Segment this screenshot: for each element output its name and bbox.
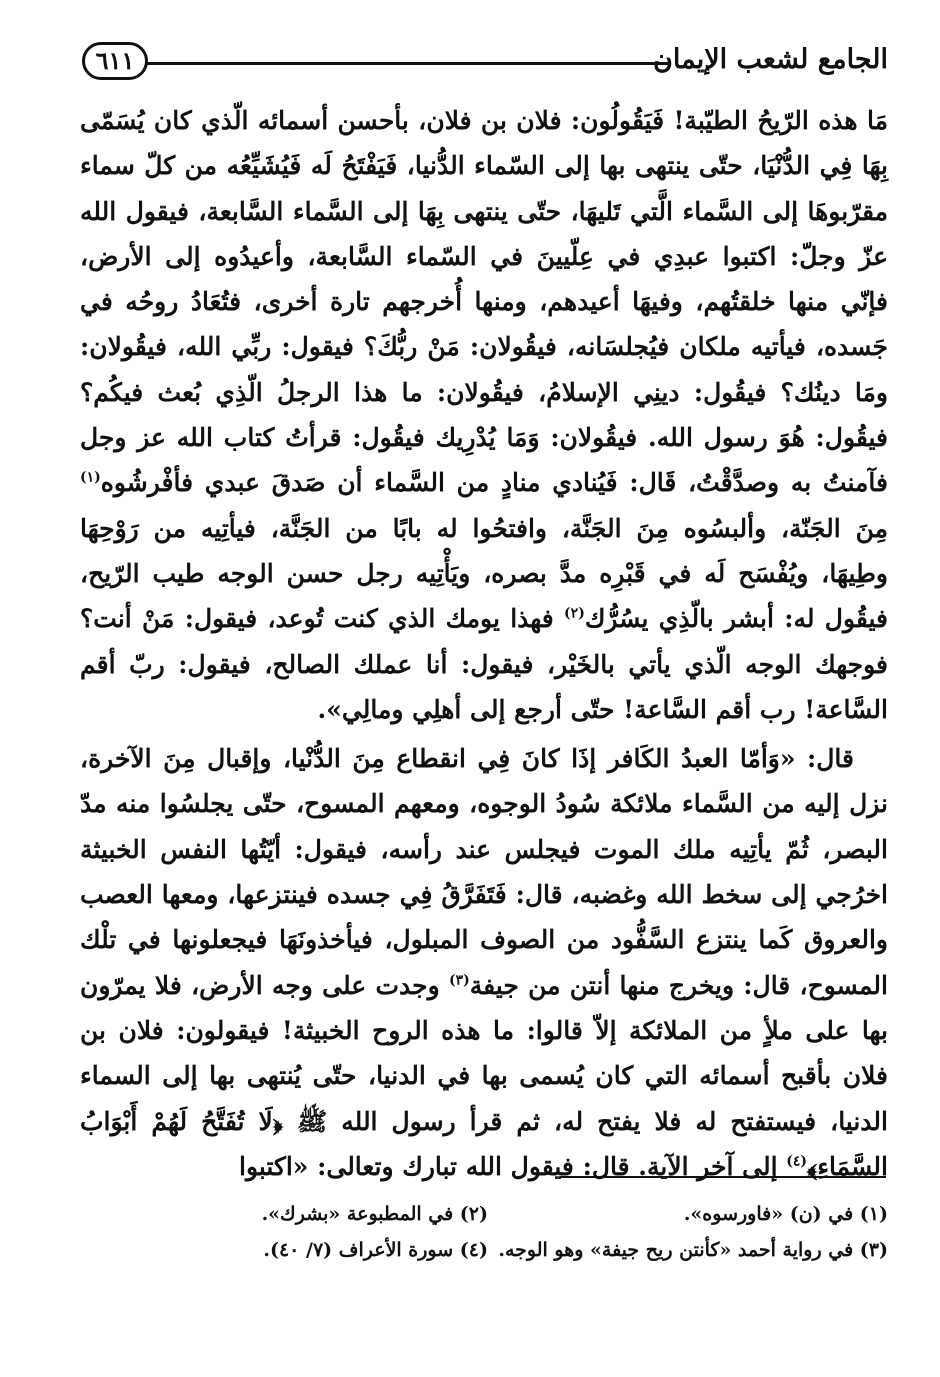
paragraph-2 <box>80 736 888 1189</box>
footnote-4: (٤) سورة الأعراف (٧/ ٤٠). <box>263 1239 488 1261</box>
main-text <box>80 98 888 1189</box>
footnote-1: (١) في (ن) «فاورسوه». <box>683 1203 888 1225</box>
book-title: الجامع لشعب الإيمان <box>653 44 888 75</box>
footnote-separator <box>560 1176 886 1178</box>
page-number: ٦١١ <box>82 42 148 80</box>
paragraph-2-text-c: إلى آخر الآية. قال: فيقول الله تبارك وتعالى: «اكتبوا <box>239 1151 787 1181</box>
paragraph-1-text-b: مِنَ الجَنّة، وألبسُوه مِنَ الجَنَّة، وافتحُوا له بابًا من الجَنَّة، فيأتِيه من رَوْحِهَا وطِيهَا، ويُفْسَح لَه في قَبْرِه مدَّ بصره، ويَأْتِيه رجل حسن الوجه طيب الرّيح، فيقُول له: أبشر بالّذِي يسُرُّك <box>80 513 889 634</box>
footnote-2: (٢) في المطبوعة «بشرك». <box>261 1203 488 1225</box>
footnote-row <box>120 1232 888 1268</box>
footnote-ref-3: (٣) <box>448 972 470 989</box>
header-rule <box>146 62 668 65</box>
footnote-ref-2: (٢) <box>564 605 585 622</box>
paragraph-2-text-a: قال: «وَأمّا العبدُ الكَافر إذَا كانَ فِي انقطاع مِنَ الدُّنْيا، وإقبال مِنَ الآخرة، نزل إليه من السَّماء ملائكة سُودُ الوجوه، ومعهم المسوح، حتّى يجلسُوا منه مدّ البصر، ثُمّ يأتِيه ملك الموت فيجلس عند رأسه، فيقول: أيّتُها النفس الخبيثة اخرُجي إلى سخط الله وغضبه، قال: فَتَفَرَّقُ فِي جسده فينتزعها، ومعها العصب والعروق كَما ينتزع السَّفُّود من الصوف المبلول، فيأخذونَهَا فيجعلونها في تلْك المسوح، قال: ويخرج منها أنتن من جيفة <box>80 744 888 1000</box>
footnote-3: (٣) في رواية أحمد «كأنتن ريح جيفة» وهو الوجه. <box>498 1239 888 1261</box>
page-header <box>82 38 888 86</box>
footnotes <box>120 1196 888 1268</box>
paragraph-1-text-a: مَا هذه الرّيحُ الطيّبة! فَيَقُولُون: فلان بن فلان، بأحسن أسمائه الّذي كان يُسَمّى بِهَا فِي الدُّنْيَا، حتّى ينتهى بها إلى السّماء الدُّنيا، فَيَفْتَحُ لَه فَيُشَيِّعُه من كلّ سماء مقرّبوهَا إلى السَّماء الَّتي تَليهَا، حتّى ينتهى بِهَا إلى السَّماء السَّابعة، فيقول الله عزّ وجلّ: اكتبوا عبدِي في عِلّيينَ في السّماء السَّابعة، وأعيدُوه إلى الأرض، فإنّي منها خلقتُهم، وفيهَا أعيدهم، ومنها أُخرجهم تارة أخرى، فتُعَادُ روحُه في جَسده، فيأتيه ملكان فيُجلسَانه، فيقُولان: مَنْ ربُّكَ؟ فيقول: ربِّي الله، فيقُولان: ومَا دينُك؟ فيقُول: دينِي الإسلامُ، فيقُولان: ما هذا الرجلُ الّذِي بُعث فيكُم؟ فيقُول: هُوَ رسول الله. فيقُولان: وَمَا يُدْرِيك فيقُول: قرأتُ كتاب الله عز وجل فآمنتُ به وصدَّقْتُ، قَال: فَيُنادي منادٍ من السَّماء أن صَدقَ عبدي فأفْرشُوه <box>80 106 888 498</box>
footnote-row <box>120 1196 888 1232</box>
footnote-ref-4: (٤) <box>786 1153 808 1170</box>
paragraph-2-text-b: وجدت على وجه الأرض، فلا يمرّون بها على ملأٍ من الملائكة إلاّ قالوا: ما هذه الروح الخبيثة! فيقولون: فلان بن فلان بأقبح أسمائه التي كان يُسمى بها في الدنيا، حتّى يُنتهى بها إلى السماء الدنيا، فيستفتح له فلا يفتح له، ثم قرأ رسول الله ﷺ ﴿لَا تُفَتَّحُ لَهُمْ أَبْوَابُ السَّمَاءِ﴾ <box>80 970 888 1181</box>
footnote-ref-1: (١) <box>80 470 101 487</box>
paragraph-1 <box>80 98 888 732</box>
paragraph-1-text-c: فهذا يومك الذي كنت تُوعد، فيقول: مَنْ أنت؟ فوجهك الوجه الّذي يأتي بالخَيْر، فيقول: أنا عملك الصالح، فيقول: ربّ أقم السَّاعة! رب أقم السَّاعة! حتّى أرجع إلى أهلِي ومالِي». <box>80 604 888 724</box>
